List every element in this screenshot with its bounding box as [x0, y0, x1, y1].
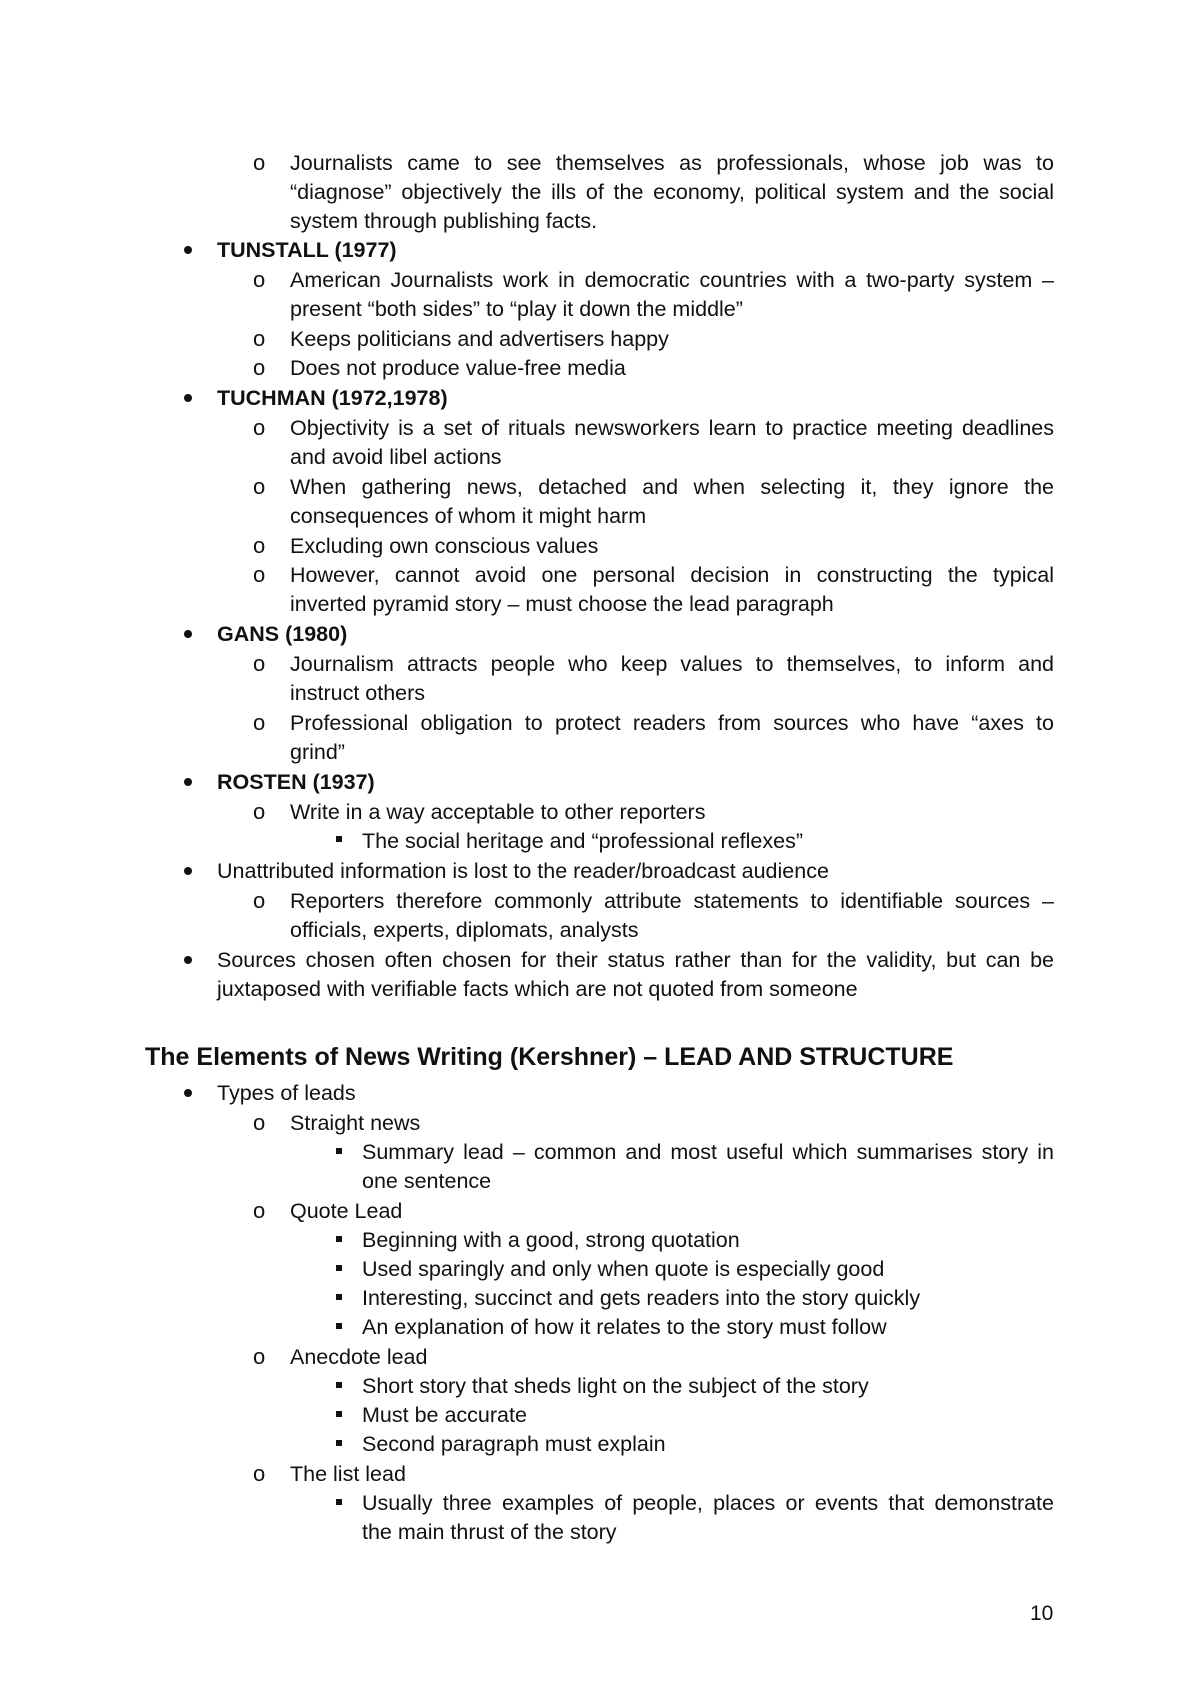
square-bullet-icon — [336, 1148, 342, 1154]
bullet-icon — [184, 394, 192, 402]
section-heading: The Elements of News Writing (Kershner) – LEAD AND STRUCTURE — [145, 1043, 954, 1071]
lead-subitem-line: Usually three examples of people, places or events that demonstrate — [362, 1491, 1054, 1515]
gans-item-line: instruct others — [290, 681, 426, 705]
tuchman-item-line: and avoid libel actions — [290, 445, 502, 469]
rosten-subitem: The social heritage and “professional reflexes” — [362, 829, 803, 853]
tuchman-item-line: Objectivity is a set of rituals newsworkers learn to practice meeting deadlines — [290, 416, 1054, 440]
gans-item-line: grind” — [290, 740, 345, 764]
lead-subitem: Short story that sheds light on the subject of the story — [362, 1374, 869, 1398]
lead-type-anecdote: Anecdote lead — [290, 1345, 428, 1369]
circle-bullet-icon: o — [253, 1344, 266, 1369]
tuchman-item-line: consequences of whom it might harm — [290, 504, 647, 528]
tunstall-title: TUNSTALL (1977) — [217, 238, 397, 262]
bullet-icon — [184, 246, 192, 254]
intro-item-line: “diagnose” objectively the ills of the economy, political system and the social — [290, 180, 1054, 204]
square-bullet-icon — [336, 1499, 342, 1505]
circle-bullet-icon: o — [253, 415, 266, 440]
square-bullet-icon — [336, 1265, 342, 1271]
rosten-title: ROSTEN (1937) — [217, 770, 375, 794]
circle-bullet-icon: o — [253, 562, 266, 587]
tunstall-item: Does not produce value-free media — [290, 356, 626, 380]
bullet-icon — [184, 956, 192, 964]
circle-bullet-icon: o — [253, 888, 266, 913]
tuchman-item-line: inverted pyramid story – must choose the lead paragraph — [290, 592, 834, 616]
lead-subitem: Interesting, succinct and gets readers into the story quickly — [362, 1286, 921, 1310]
square-bullet-icon — [336, 836, 342, 842]
tuchman-item: Excluding own conscious values — [290, 534, 599, 558]
circle-bullet-icon: o — [253, 355, 266, 380]
circle-bullet-icon: o — [253, 267, 266, 292]
tuchman-item-line: However, cannot avoid one personal decision in constructing the typical — [290, 563, 1054, 587]
sources-line: Sources chosen often chosen for their status rather than for the validity, but can be — [217, 948, 1054, 972]
lead-subitem: An explanation of how it relates to the story must follow — [362, 1315, 887, 1339]
square-bullet-icon — [336, 1236, 342, 1242]
circle-bullet-icon: o — [253, 710, 266, 735]
bullet-icon — [184, 867, 192, 875]
circle-bullet-icon: o — [253, 150, 266, 175]
lead-subitem-line: one sentence — [362, 1169, 492, 1193]
gans-item-line: Journalism attracts people who keep values to themselves, to inform and — [290, 652, 1054, 676]
circle-bullet-icon: o — [253, 651, 266, 676]
circle-bullet-icon: o — [253, 326, 266, 351]
tuchman-title: TUCHMAN (1972,1978) — [217, 386, 448, 410]
square-bullet-icon — [336, 1382, 342, 1388]
lead-subitem: Second paragraph must explain — [362, 1432, 666, 1456]
intro-item-line: system through publishing facts. — [290, 209, 598, 233]
leads-title: Types of leads — [217, 1081, 356, 1105]
gans-title: GANS (1980) — [217, 622, 348, 646]
bullet-icon — [184, 630, 192, 638]
page-number: 10 — [1030, 1602, 1054, 1625]
lead-subitem-line: Summary lead – common and most useful which summarises story in — [362, 1140, 1054, 1164]
circle-bullet-icon: o — [253, 1461, 266, 1486]
tunstall-item: Keeps politicians and advertisers happy — [290, 327, 669, 351]
lead-subitem: Used sparingly and only when quote is especially good — [362, 1257, 885, 1281]
circle-bullet-icon: o — [253, 533, 266, 558]
sources-line: juxtaposed with verifiable facts which are not quoted from someone — [217, 977, 858, 1001]
bullet-icon — [184, 778, 192, 786]
lead-subitem: Beginning with a good, strong quotation — [362, 1228, 740, 1252]
lead-type-quote: Quote Lead — [290, 1199, 403, 1223]
rosten-item: Write in a way acceptable to other reporters — [290, 800, 706, 824]
intro-item-line: Journalists came to see themselves as professionals, whose job was to — [290, 151, 1054, 175]
circle-bullet-icon: o — [253, 1198, 266, 1223]
circle-bullet-icon: o — [253, 1110, 266, 1135]
tunstall-item-line: present “both sides” to “play it down the middle” — [290, 297, 743, 321]
unattributed-item-line: officials, experts, diplomats, analysts — [290, 918, 639, 942]
tuchman-item-line: When gathering news, detached and when selecting it, they ignore the — [290, 475, 1054, 499]
lead-subitem: Must be accurate — [362, 1403, 527, 1427]
lead-subitem-line: the main thrust of the story — [362, 1520, 617, 1544]
square-bullet-icon — [336, 1294, 342, 1300]
square-bullet-icon — [336, 1440, 342, 1446]
square-bullet-icon — [336, 1411, 342, 1417]
square-bullet-icon — [336, 1323, 342, 1329]
circle-bullet-icon: o — [253, 799, 266, 824]
lead-type-straight: Straight news — [290, 1111, 421, 1135]
unattributed-text: Unattributed information is lost to the reader/broadcast audience — [217, 859, 829, 883]
circle-bullet-icon: o — [253, 474, 266, 499]
gans-item-line: Professional obligation to protect readers from sources who have “axes to — [290, 711, 1054, 735]
unattributed-item-line: Reporters therefore commonly attribute statements to identifiable sources – — [290, 889, 1054, 913]
bullet-icon — [184, 1089, 192, 1097]
tunstall-item-line: American Journalists work in democratic countries with a two-party system – — [290, 268, 1054, 292]
lead-type-list: The list lead — [290, 1462, 406, 1486]
